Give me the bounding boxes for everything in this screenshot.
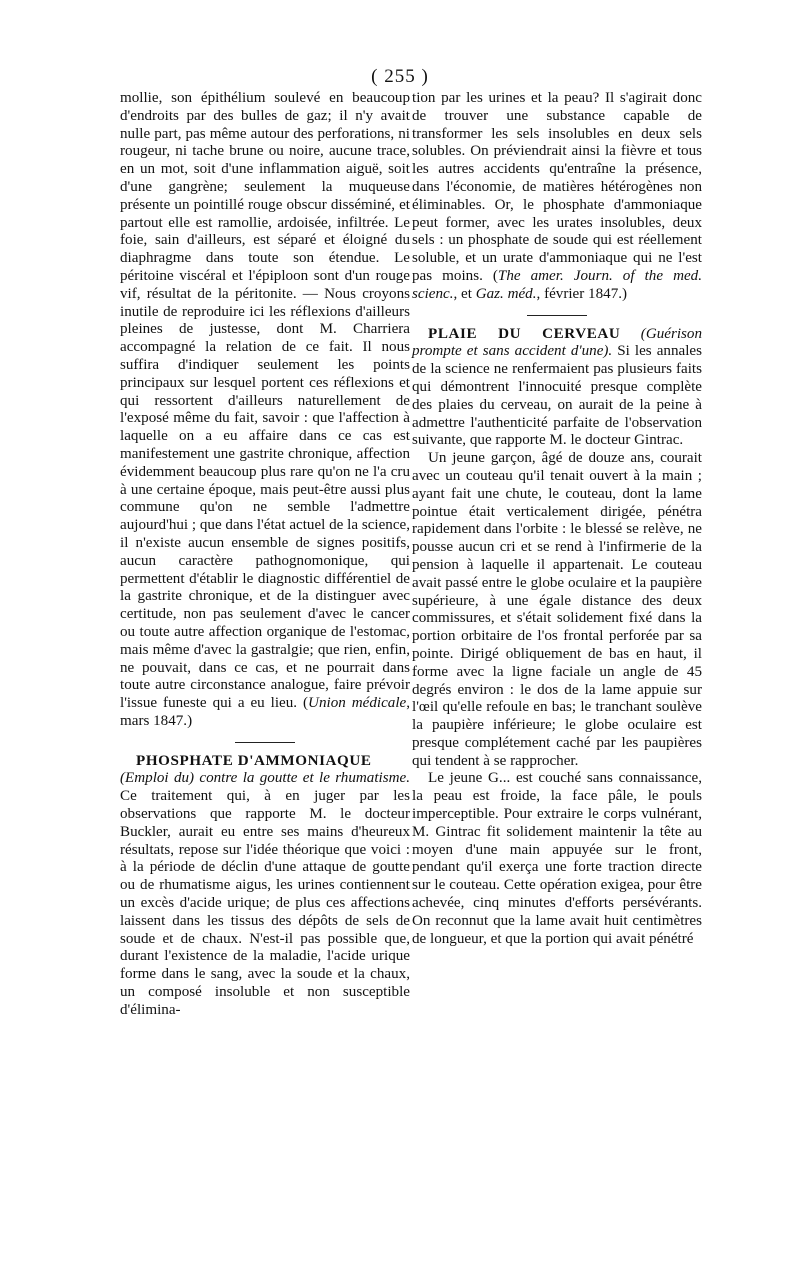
article-subheading: (Emploi du) contre la goutte et le rhumatisme.	[120, 770, 410, 787]
paragraph-text: Si les annales de la science ne renfermaient pas plusieurs faits qui démontrent l'innocuité presque complète des plaies du cerveau, on aurait de la peine à admettre l'authenticité parfaite de l'observation suivante, que rapporte M. le docteur Gintrac.	[412, 343, 702, 449]
source-citation: Union médicale	[308, 695, 407, 712]
article-phosphate	[120, 753, 410, 1020]
source-citation-2: Gaz. méd.	[475, 285, 537, 302]
article-heading: PLAIE DU CERVEAU	[428, 325, 621, 342]
page-number: ( 255 )	[371, 66, 429, 87]
paragraph-text: tion par les urines et la peau? Il s'agirait donc de trouver une substance capable de transformer les sels insolubles en deux sels solubles. On préviendrait ainsi la fièvre et tous les autres accidents qu'entraîne la présence, dans l'économie, de matières hétérogènes non éliminables. Or, le phosphate d'ammoniaque peut former, avec les urates insolubles, deux sels : un phosphate de soude qui est réellement soluble, et un urate d'ammoniaque qui ne l'est pas moins. (	[412, 90, 702, 284]
article-paragraph-phosphate-cont	[412, 90, 702, 304]
article-heading: PHOSPHATE D'AMMONIAQUE	[136, 752, 372, 769]
article-paragraph: Le jeune G... est couché sans connaissance, la peau est froide, la face pâle, le pouls imperceptible. Pour extraire le corps vulnérant, M. Gintrac fit solidement maintenir la tête au moyen d'une main appuyée sur le front, pendant qu'il exerça une forte traction directe sur le couteau. Cette opération exigea, pour être achevée, cinq minutes d'efforts persévérants. On reconnut que la lame avait huit centimètres de longueur, et que la portion qui avait pénétré	[412, 770, 702, 947]
article-subheading: (Guérison prompte et sans accident d'une).	[412, 325, 702, 360]
source-citation: The amer. Journ. of the med. scienc.	[412, 267, 702, 302]
paragraph-text: Ce traitement qui, à en juger par les observations que rapporte M. le docteur Buckler, aurait eu entre ses mains d'heureux résultats, repose sur l'idée théorique que voici : à la période de déclin d'une attaque de goutte ou de rhumatisme aigus, les urines contiennent un excès d'acide urique; de plus ces affections laissent dans les tissus des dépôts de sels de soude et de chaux. N'est-il pas possible que, durant l'existence de la maladie, l'acide urique forme dans le sang, avec la soude et la chaux, un composé insoluble et non susceptible d'élimina-	[120, 788, 410, 1018]
citation-connector: , et	[453, 285, 476, 302]
left-column	[120, 90, 410, 1020]
article-paragraph: Un jeune garçon, âgé de douze ans, courait avec un couteau qu'il tenait ouvert à la main ; ayant fait une chute, le couteau, dont la lame pointue était verticalement dirigée, pénétra rapidement dans l'orbite : le blessé se relève, ne pousse aucun cri et se rend à l'infirmerie de la pension à laquelle il appartenait. Le couteau avait passé entre le globe oculaire et la paupière supérieure, à une égale distance des deux commissures, et s'était solidement fixé dans la portion orbitaire de l'os frontal perforée par sa pointe. Dirigé obliquement de bas en haut, il forme avec la ligne faciale un angle de 45 degrés environ : le dos de la lame appuie sur l'œil qu'elle refoule en bas; le tranchant soulève la paupière inférieure; le globe oculaire est presque complétement caché par les paupières qui tendent à se rapprocher.	[412, 450, 702, 769]
citation-date: , mars 1847.)	[120, 695, 410, 729]
paragraph-text: mollie, son épithélium soulevé en beaucoup d'endroits par des bulles de gaz; il n'y avait nulle part, pas même autour des perforations, ni rougeur, ni tache brune ou noire, aucune trace, en un mot, soit d'une inflammation aiguë, soit d'une gangrène; seulement la muqueuse présente un pointillé rouge obscur disséminé, et partout elle est ramollie, ardoisée, infiltrée. Le foie, sain d'ailleurs, est séparé et éloigné du diaphragme dans toute son étendue. Le péritoine viscéral et l'épiploon sont d'un rouge vif, résultat de la péritonite. — Nous croyons inutile de reproduire ici les réflexions d'ailleurs pleines de justesse, dont M. Charriera accompagné la relation de ce fait. Il nous suffira d'indiquer seulement les points principaux sur lesquel portent ces réflexions et qui ressortent d'ailleurs naturellement de l'exposé même du fait, savoir : que l'affection à laquelle on a eu affaire dans ce cas est manifestement une gastrite chronique, affection évidemment beaucoup plus rare qu'on ne l'a cru à une certaine époque, mais peut-être aussi plus commune qu'on ne semble l'admettre aujourd'hui ; que dans l'état actuel de la science, il n'existe aucun ensemble de signes positifs, aucun caractère pathognomonique, qui permettent d'établir le diagnostic différentiel de la gastrite chronique, et de la distinguer avec certitude, non pas seulement d'avec le cancer ou toute autre affection organique de l'estomac, mais même d'avec la gastralgie; que rien, enfin, ne pouvait, dans ce cas, et ne pourrait dans toute autre circonstance analogue, faire prévoir l'issue funeste qui a eu lieu. (	[120, 90, 411, 712]
article-paragraph-gastritis	[120, 90, 410, 731]
right-column	[412, 90, 702, 948]
section-divider	[527, 315, 587, 316]
article-brain-wound	[412, 326, 702, 451]
section-divider	[235, 742, 295, 743]
citation-date: , février 1847.)	[536, 285, 628, 302]
